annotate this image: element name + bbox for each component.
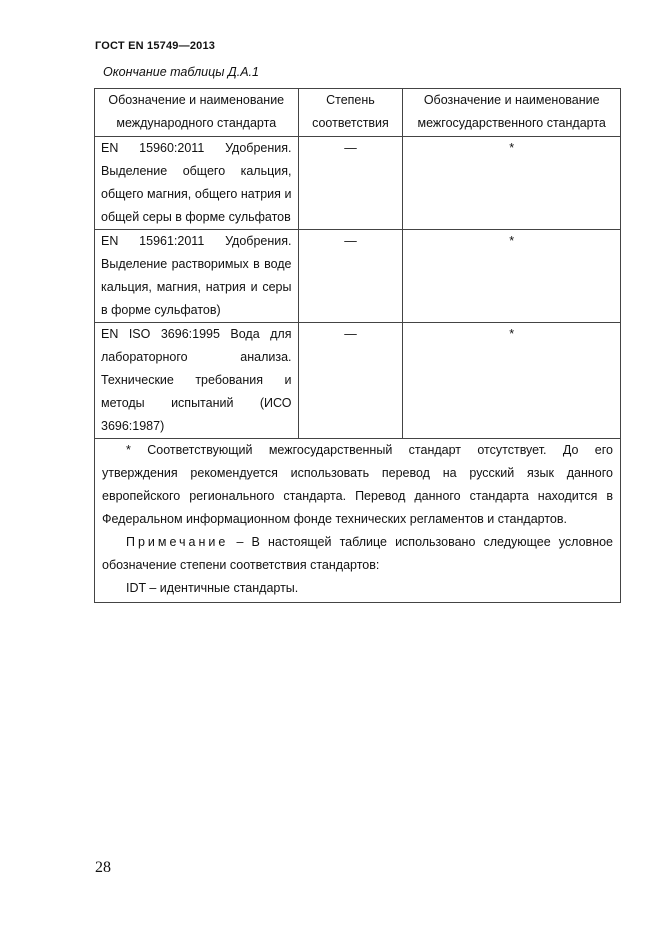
- cell-interstate-standard: *: [403, 137, 621, 230]
- document-code: ГОСТ EN 15749—2013: [95, 40, 216, 52]
- table-row: [95, 230, 621, 323]
- table-caption: Окончание таблицы Д.А.1: [103, 65, 259, 79]
- column-header-line: Обозначение и наименование: [108, 93, 285, 107]
- cell-international-standard: EN 15961:2011 Удобрения. Выделение растворимых в воде кальция, магния, натрия и серы в форме сульфатов): [95, 230, 299, 323]
- column-header-international: [95, 89, 299, 137]
- column-header-line: Обозначение и наименование: [423, 93, 600, 107]
- column-header-line: международного стандарта: [116, 116, 277, 130]
- cell-interstate-standard: *: [403, 323, 621, 439]
- table-footnote-row: [95, 439, 621, 603]
- cell-international-standard: EN ISO 3696:1995 Вода для лабораторного анализа. Технические требования и методы испытаний (ИСО 3696:1987): [95, 323, 299, 439]
- table-row: [95, 137, 621, 230]
- note-text: – В настоящей таблице использовано следующее условное обозначение степени соответствия стандартов:: [102, 535, 613, 572]
- cell-international-standard: EN 15960:2011 Удобрения. Выделение общего кальция, общего магния, общего натрия и общей серы в форме сульфатов: [95, 137, 299, 230]
- table-row: [95, 323, 621, 439]
- cell-degree: —: [298, 230, 403, 323]
- cell-interstate-standard: *: [403, 230, 621, 323]
- note-label: Примечание: [126, 535, 229, 549]
- column-header-degree: [298, 89, 403, 137]
- column-header-line: Степень: [326, 93, 375, 107]
- cell-degree: —: [298, 323, 403, 439]
- column-header-line: соответствия: [312, 116, 389, 130]
- footnote-text: * Соответствующий межгосударственный стандарт отсутствует. До его утверждения рекомендуется использовать перевод на русский язык данного европейского регионального стандарта. Перевод данного стандарта находится в Федеральном информационном фонде технических регламентов и стандартов.: [102, 443, 613, 526]
- cell-degree: —: [298, 137, 403, 230]
- page-number: 28: [95, 859, 111, 876]
- standards-table: [94, 88, 621, 603]
- column-header-line: межгосударственного стандарта: [417, 116, 606, 130]
- table-header-row: [95, 89, 621, 137]
- column-header-interstate: [403, 89, 621, 137]
- table-footnote-cell: [95, 439, 621, 603]
- idt-definition: IDT – идентичные стандарты.: [126, 581, 299, 595]
- note-paragraph: [102, 531, 613, 577]
